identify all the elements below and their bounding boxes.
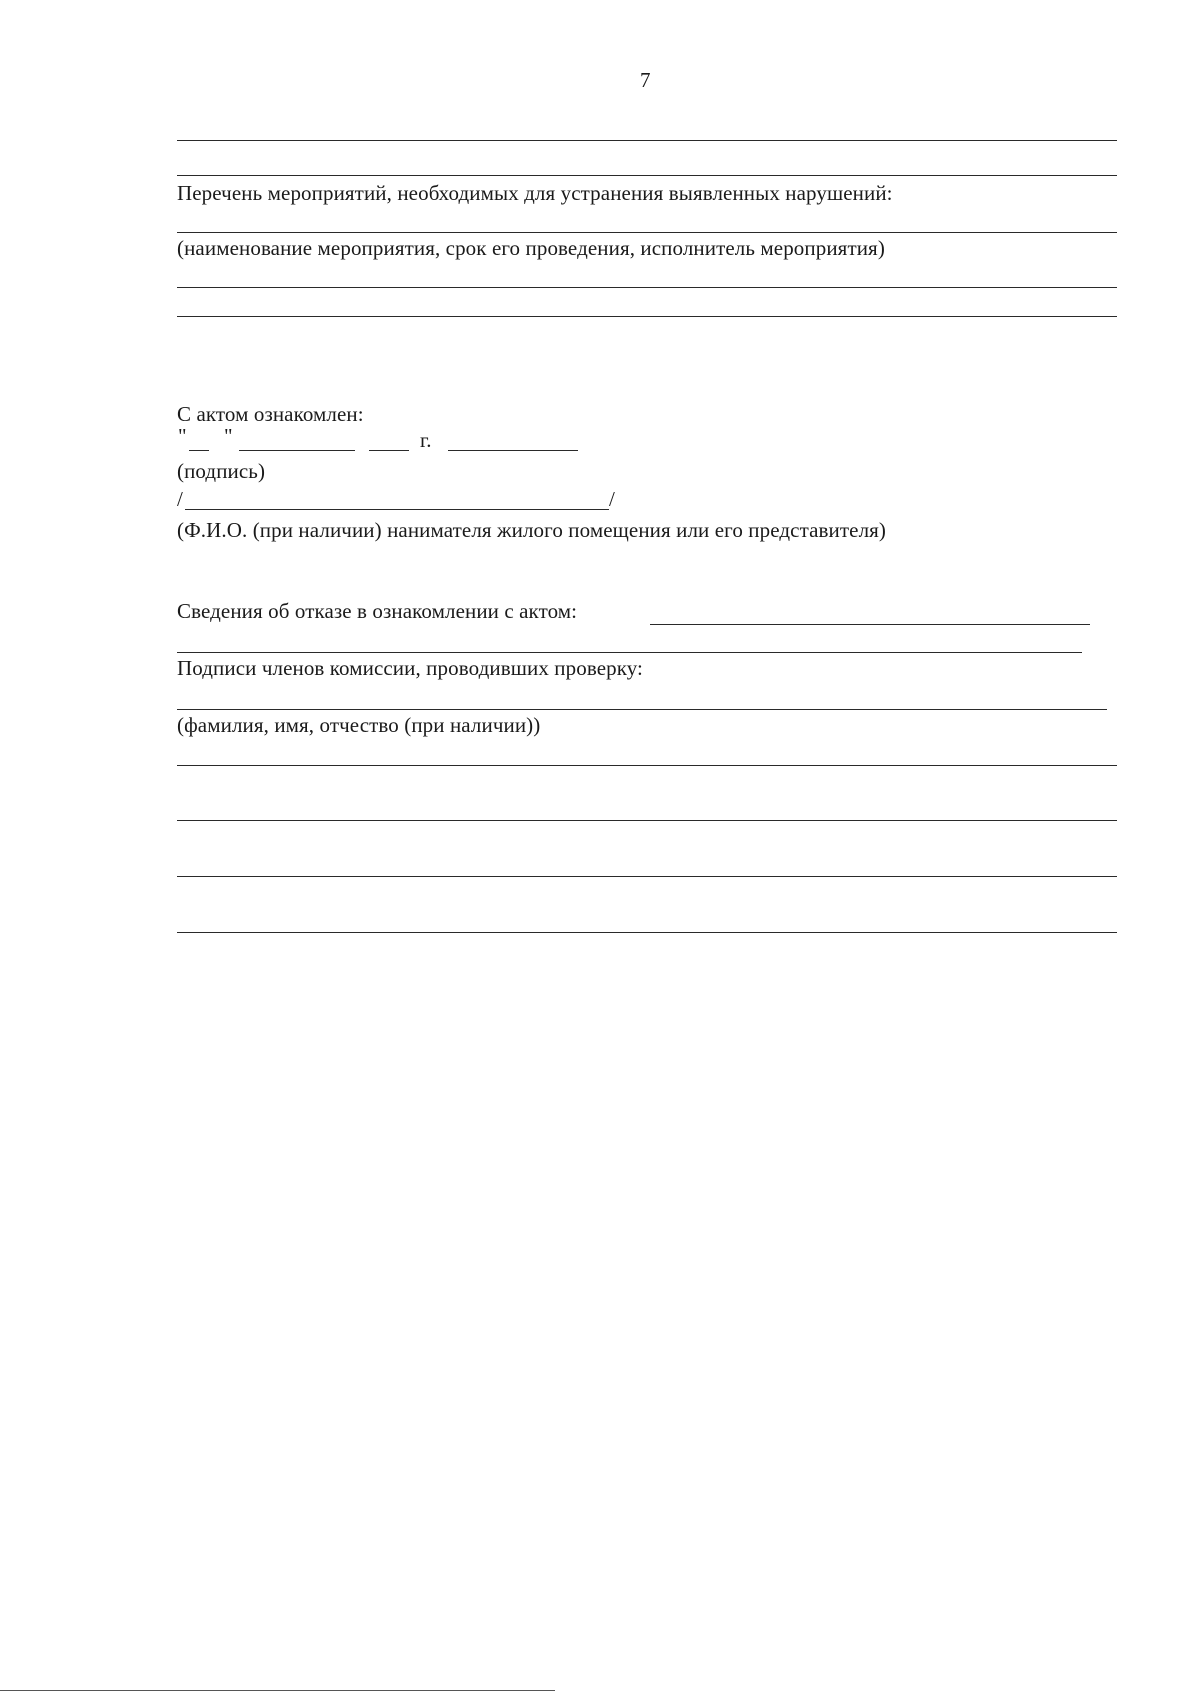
acknowledgement-heading: С актом ознакомлен: <box>177 402 364 426</box>
year-suffix: г. <box>420 428 432 452</box>
signature-label: (подпись) <box>177 459 266 483</box>
blank-line <box>177 316 1117 317</box>
year-blank <box>369 450 409 451</box>
name-blank <box>185 509 609 510</box>
measures-hint: (наименование мероприятия, срок его проведения, исполнитель мероприятия) <box>177 236 885 260</box>
quote-close: " <box>224 424 233 448</box>
commission-hint: (фамилия, имя, отчество (при наличии)) <box>177 713 541 737</box>
commission-input-line <box>177 709 1107 710</box>
blank-line <box>177 175 1117 176</box>
blank-line <box>177 652 1082 653</box>
day-blank <box>189 450 209 451</box>
slash-right: / <box>609 487 615 511</box>
blank-line <box>177 932 1117 933</box>
month-blank <box>239 450 355 451</box>
page-number: 7 <box>640 68 651 92</box>
scan-edge-line <box>0 1690 555 1691</box>
refusal-input-line <box>650 624 1090 625</box>
name-row <box>176 487 616 513</box>
name-hint: (Ф.И.О. (при наличии) нанимателя жилого помещения или его представителя) <box>177 518 887 542</box>
commission-heading: Подписи членов комиссии, проводивших проверку: <box>177 656 643 680</box>
blank-line <box>177 876 1117 877</box>
date-row <box>176 424 616 454</box>
refusal-label: Сведения об отказе в ознакомлении с актом: <box>177 599 578 623</box>
blank-line <box>177 140 1117 141</box>
blank-line <box>177 287 1117 288</box>
measures-heading: Перечень мероприятий, необходимых для устранения выявленных нарушений: <box>177 181 893 205</box>
slash-left: / <box>177 487 183 511</box>
time-blank <box>448 450 578 451</box>
blank-line <box>177 820 1117 821</box>
quote-open: " <box>178 424 187 448</box>
measures-input-line <box>177 232 1117 233</box>
blank-line <box>177 765 1117 766</box>
